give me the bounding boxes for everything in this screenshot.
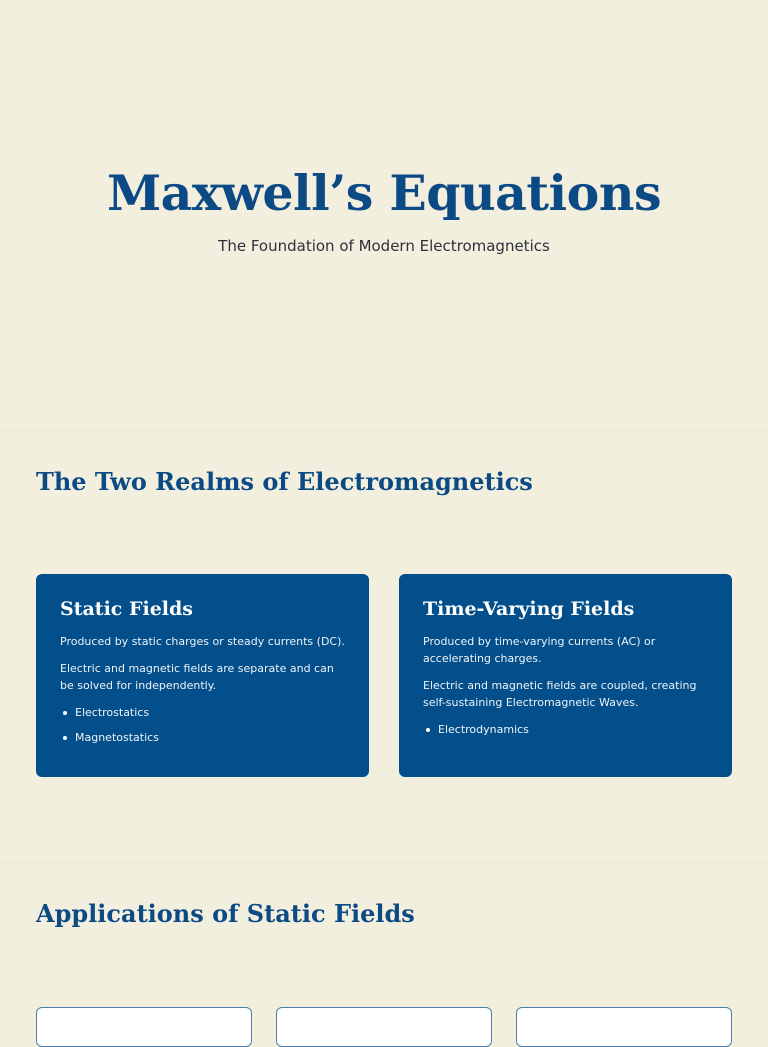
section-divider [0,430,768,431]
list-item-label: Electrostatics [75,706,150,719]
application-card [36,1007,252,1047]
card-title: Static Fields [60,598,193,620]
application-card [516,1007,732,1047]
card-list [423,721,708,738]
card-paragraph: Electric and magnetic fields are coupled, creating self-sustaining Electromagnetic Waves. [423,679,697,709]
list-item-label: Magnetostatics [75,731,159,744]
bullet-icon [426,728,430,732]
section-divider [0,862,768,863]
bullet-icon [63,711,67,715]
list-item-label: Electrodynamics [438,723,529,736]
list-item [60,729,345,746]
card-paragraph: Electric and magnetic fields are separate and can be solved for independently. [60,662,334,692]
page-subtitle: The Foundation of Modern Electromagnetics [218,237,550,255]
card-paragraph: Produced by static charges or steady currents (DC). [60,635,345,648]
applications-section-title: Applications of Static Fields [36,899,415,928]
page-title: Maxwell’s Equations [106,164,662,222]
time-varying-fields-card [399,574,732,777]
list-item [423,721,708,738]
realms-section-title: The Two Realms of Electromagnetics [36,467,533,496]
card-title: Time-Varying Fields [423,598,635,620]
card-list [60,704,345,746]
bullet-icon [63,736,67,740]
hero-section [0,0,768,430]
static-fields-card [36,574,369,777]
application-card [276,1007,492,1047]
card-paragraph: Produced by time-varying currents (AC) or accelerating charges. [423,635,656,665]
list-item [60,704,345,721]
